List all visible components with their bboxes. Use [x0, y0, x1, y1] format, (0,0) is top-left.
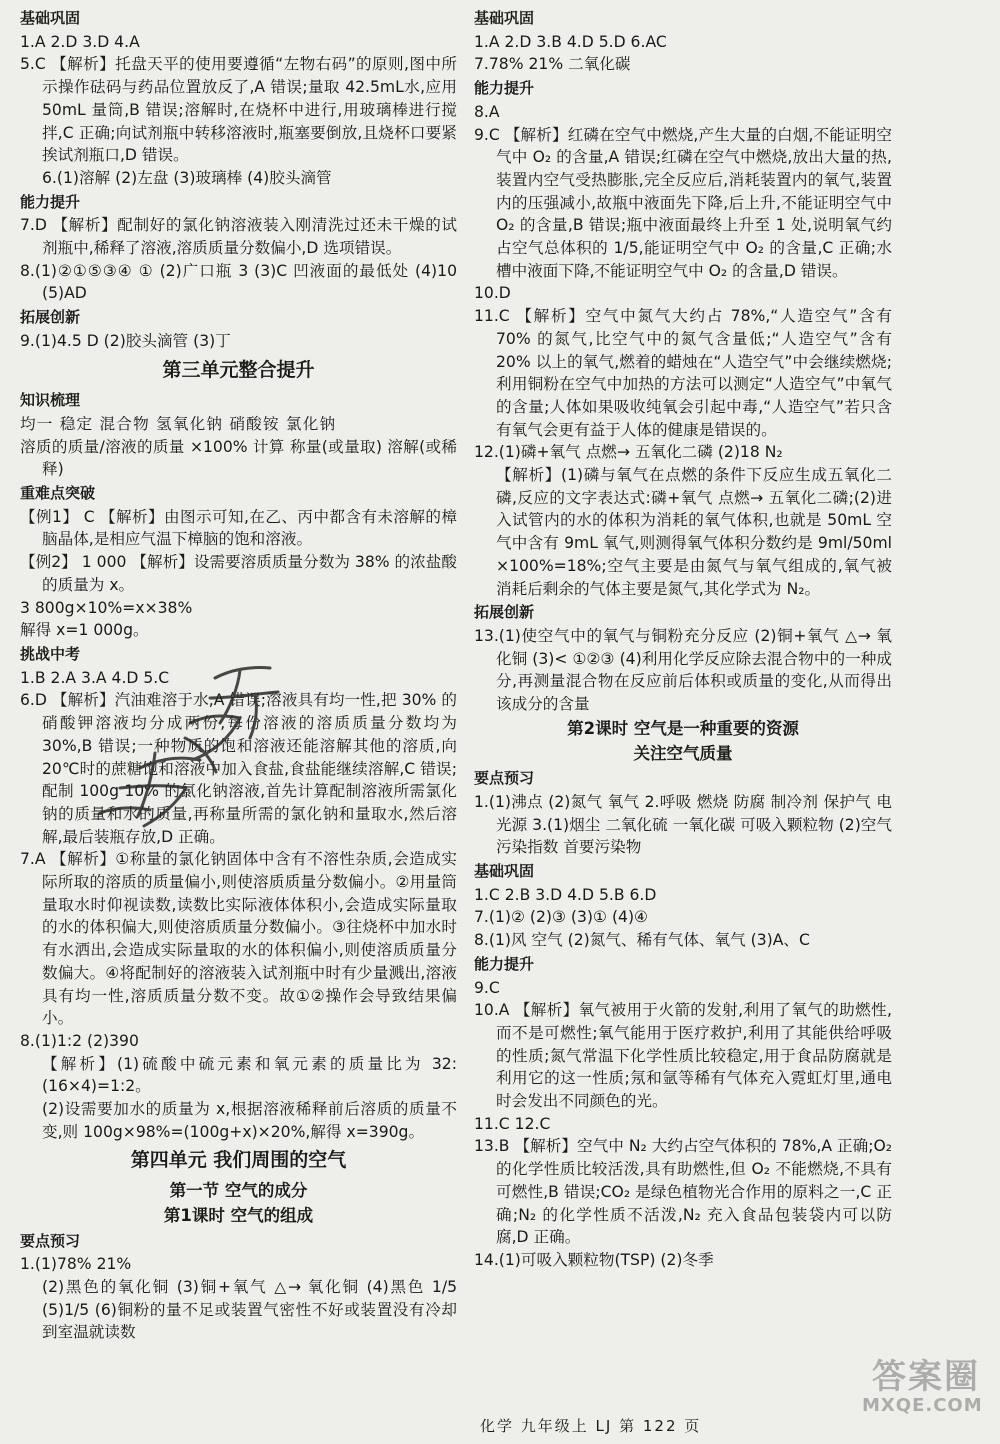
answer-line: 6.D 【解析】汽油难溶于水,A 错误;溶液具有均一性,把 30% 的硝酸钾溶液均分成两份,每份溶液的溶质质量分数均为 30%,B 错误;一种物质的饱和溶液还能溶解其他的溶质,向 20℃时的蔗糖饱和溶液中加入食盐,食盐能继续溶解,C 错误;配制 100g 10% 的氯化钠溶液,首先计算配制溶液所需氯化钠的质量和水的质量,再称量所需的氯化钠和量取水,然后溶解,最后装瓶存放,D 正确。: [20, 691, 457, 846]
section-heading: 知识梳理: [20, 391, 81, 410]
left-column: [20, 6, 457, 1344]
answer-line: 14.(1)可吸入颗粒物(TSP) (2)冬季: [474, 1250, 714, 1269]
section-heading: 拓展创新: [20, 308, 81, 327]
answer-line: 9.C 【解析】红磷在空气中燃烧,产生大量的白烟,不能证明空气中 O₂ 的含量,A 错误;红磷在空气中燃烧,放出大量的热,装置内空气受热膨胀,完全反应后,消耗装置内的氧气,装置内的压强减小,故瓶中液面先下降,后上升,不能证明空气中 O₂ 的含量,B 错误;瓶中液面最终上升至 1 处,说明氧气约占空气总体积的 1/5,能证明空气中 O₂ 的含量,C 正确;水槽中液面下降,不能证明空气中 O₂ 的含量,D 错误。: [474, 125, 892, 280]
section-heading: 基础巩固: [20, 9, 81, 27]
answer-line: 【例2】 1 000 【解析】设需要溶质质量分数为 38% 的浓盐酸的质量为 x。: [20, 553, 457, 594]
page-footer: 化学 九年级上 LJ 第 122 页: [480, 1417, 702, 1435]
answer-line: 9.C: [474, 978, 500, 997]
watermark-logo: 答案圈 MXQE.COM: [862, 1357, 983, 1416]
answer-line: 8.(1)风 空气 (2)氮气、稀有气体、氧气 (3)A、C: [474, 931, 810, 950]
section-heading: 基础巩固: [474, 9, 535, 27]
section-heading: 能力提升: [20, 192, 81, 211]
unit-title: 第一节 空气的成分: [169, 1181, 308, 1201]
unit-title: 第四单元 我们周围的空气: [130, 1149, 347, 1172]
answer-line: 12.(1)磷+氧气 点燃→ 五氧化二磷 (2)18 N₂: [474, 443, 783, 462]
answer-line: 8.(1)1:2 (2)390: [20, 1031, 139, 1050]
answer-line: 1.A 2.D 3.B 4.D 5.D 6.AC: [474, 32, 667, 51]
section-heading: 重难点突破: [20, 484, 96, 503]
section-heading: 能力提升: [474, 79, 535, 98]
answer-line: 8.A: [474, 102, 500, 121]
answer-line: 7.78% 21% 二氧化碳: [474, 55, 631, 74]
answer-line: 11.C 【解析】空气中氮气大约占 78%,“人造空气”含有 70% 的氮气,比空气中的氮气含量低;“人造空气”含有 20% 以上的氧气,燃着的蜡烛在“人造空气”中会继续燃烧;利用铜粉在空气中加热的方法可以测定“人造空气”中氧气的含量;人体如果吸收纯氧会引起中毒,“人造空气”若只含有氧气会更有益于人体的健康是错误的。: [474, 307, 892, 439]
right-column: [474, 6, 892, 1272]
answer-line: 10.D: [474, 284, 511, 303]
answer-line: 6.(1)溶解 (2)左盘 (3)玻璃棒 (4)胶头滴管: [42, 168, 332, 187]
answer-line: 【解析】(1)硫酸中硫元素和氧元素的质量比为 32:(16×4)=1:2。: [42, 1054, 457, 1096]
answer-line: 【例1】 C 【解析】由图示可知,在乙、丙中都含有未溶解的樟脑晶体,是相应气温下樟脑的饱和溶液。: [20, 507, 457, 549]
answer-line: 1.A 2.D 3.D 4.A: [20, 32, 140, 51]
unit-title: 第三单元整合提升: [162, 358, 315, 381]
answer-line: 1.(1)沸点 (2)氮气 氧气 2.呼吸 燃烧 防腐 制冷剂 保护气 电光源 3.(1)烟尘 二氧化硫 一氧化碳 可吸入颗粒物 (2)空气污染指数 首要污染物: [474, 792, 892, 857]
section-heading: 要点预习: [474, 769, 535, 788]
answer-line: (2)设需要加水的质量为 x,根据溶液稀释前后溶质的质量不变,则 100g×98%=(100g+x)×20%,解得 x=390g。: [42, 1100, 457, 1141]
section-heading: 要点预习: [20, 1231, 81, 1250]
section-heading: 拓展创新: [474, 603, 535, 622]
section-heading: 挑战中考: [20, 644, 81, 663]
answer-line: 溶质的质量/溶液的质量 ×100% 计算 称量(或量取) 溶解(或稀释): [20, 437, 457, 479]
section-heading: 能力提升: [474, 954, 535, 973]
answer-line: (2)黑色的氧化铜 (3)铜+氧气 △→ 氧化铜 (4)黑色 1/5 (5)1/5 (6)铜粉的量不足或装置气密性不好或装置没有冷却到室温就读数: [42, 1277, 457, 1342]
answer-line: 10.A 【解析】氧气被用于火箭的发射,利用了氧气的助燃性,而不是可燃性;氧气能用于医疗救护,利用了其能供给呼吸的性质;氮气常温下化学性质比较稳定,用于食品防腐就是利用它的这一性质;氖和氩等稀有气体充入霓虹灯里,通电时会发出不同颜色的光。: [474, 1001, 892, 1111]
answer-line: 均一 稳定 混合物 氢氧化钠 硝酸铵 氯化钠: [20, 414, 337, 433]
answer-line: 解得 x=1 000g。: [20, 621, 149, 640]
unit-title: 关注空气质量: [633, 743, 733, 763]
answer-line: 【解析】(1)磷与氧气在点燃的条件下反应生成五氧化二磷,反应的文字表达式:磷+氧气 点燃→ 五氧化二磷;(2)进入试管内的水的体积为消耗的氧气体积,也就是 50mL 空气中含有 9mL 氧气,则测得氧气体积分数约是 9ml/50ml ×100%=18%;空气主要是由氮气与氧气组成的,氧气被消耗后剩余的气体主要是氮气,其化学式为 N₂。: [496, 466, 892, 598]
answer-line: 9.(1)4.5 D (2)胶头滴管 (3)丁: [20, 331, 231, 350]
unit-title: 第1课时 空气的组成: [163, 1205, 314, 1225]
answer-line: 13.(1)使空气中的氧气与铜粉充分反应 (2)铜+氧气 △→ 氧化铜 (3)< ①②③ (4)利用化学反应除去混合物中的一种成分,再测量混合物在反应前后体积或质量的变化,从而得出该成分的含量: [474, 626, 892, 714]
answer-line: 7.A 【解析】①称量的氯化钠固体中含有不溶性杂质,会造成实际所取的溶质的质量偏小,则使溶质质量分数偏小。②用量筒量取水时仰视读数,读数比实际液体体积小,会造成实际量取的水的体积偏大,则使溶质质量分数偏小。③往烧杯中加水时有水洒出,会造成实际量取的水的体积偏小,则使溶质质量分数偏大。④将配制好的溶液装入试剂瓶中时有少量溅出,溶液具有均一性,溶质质量分数不变。故①②操作会导致结果偏小。: [20, 850, 457, 1028]
answer-line: 7.D 【解析】配制好的氯化钠溶液装入刚清洗过还未干燥的试剂瓶中,稀释了溶液,溶质质量分数偏小,D 选项错误。: [20, 216, 457, 258]
answer-line: 7.(1)② (2)③ (3)① (4)④: [474, 908, 649, 927]
answer-line: 11.C 12.C: [474, 1114, 551, 1133]
answer-line: 3 800g×10%=x×38%: [20, 598, 193, 617]
answer-line: 1.C 2.B 3.D 4.D 5.B 6.D: [474, 885, 657, 904]
section-heading: 基础巩固: [474, 862, 535, 881]
answer-line: 5.C 【解析】托盘天平的使用要遵循“左物右码”的原则,图中所示操作砝码与药品位置放反了,A 错误;量取 42.5mL水,应用 50mL 量筒,B 错误;溶解时,在烧杯中进行,用玻璃棒进行搅拌,C 正确;向试剂瓶中转移溶液时,瓶塞要倒放,且烧杯口要紧挨试剂瓶口,D 错误。: [20, 55, 457, 165]
unit-title: 第2课时 空气是一种重要的资源: [567, 718, 799, 738]
answer-line: 1.(1)78% 21%: [20, 1255, 132, 1274]
answer-line: 8.(1)②①⑤③④ ① (2)广口瓶 3 (3)C 凹液面的最低处 (4)10 (5)AD: [20, 261, 457, 303]
answer-line: 1.B 2.A 3.A 4.D 5.C: [20, 668, 170, 687]
answer-line: 13.B 【解析】空气中 N₂ 大约占空气体积的 78%,A 正确;O₂ 的化学性质比较活泼,具有助燃性,但 O₂ 不能燃烧,不具有可燃性,B 错误;CO₂ 是绿色植物光合作用的原料之一,C 正确;N₂ 的化学性质不活泼,N₂ 充入食品包装袋内可以防腐,D 正确。: [474, 1137, 892, 1247]
